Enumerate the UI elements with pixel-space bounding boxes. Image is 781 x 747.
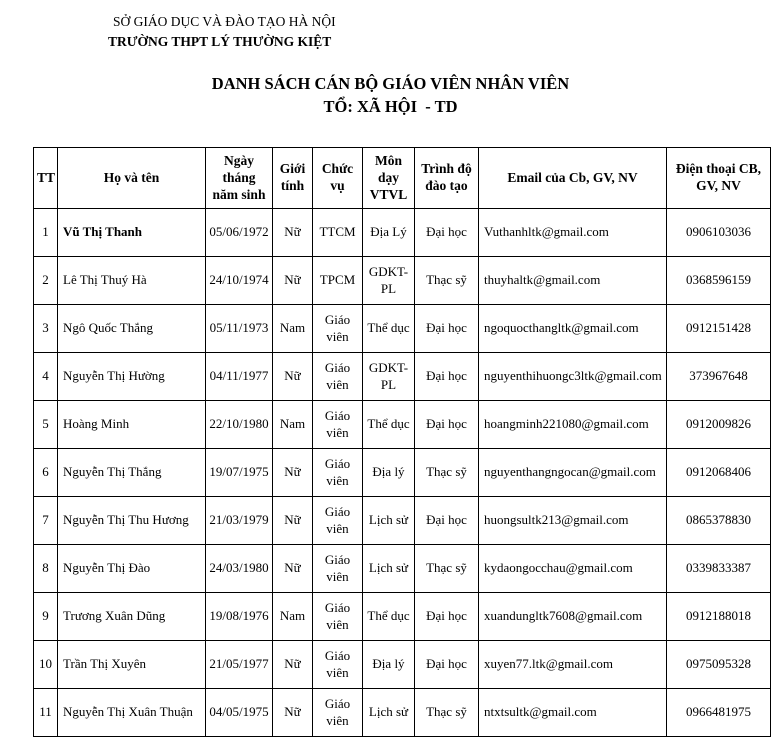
table-row <box>34 641 771 689</box>
table-row <box>34 689 771 737</box>
table-row <box>34 593 771 641</box>
cell-dob: 21/03/1979 <box>206 497 273 545</box>
cell-degree: Thạc sỹ <box>415 257 479 305</box>
cell-degree: Đại học <box>415 401 479 449</box>
table-row <box>34 449 771 497</box>
cell-position: TTCM <box>313 209 363 257</box>
cell-position: TPCM <box>313 257 363 305</box>
cell-gender: Nữ <box>273 353 313 401</box>
cell-subject: Thể dục <box>363 593 415 641</box>
cell-degree: Thạc sỹ <box>415 545 479 593</box>
cell-subject: Thể dục <box>363 401 415 449</box>
cell-gender: Nam <box>273 593 313 641</box>
cell-dob: 04/11/1977 <box>206 353 273 401</box>
cell-subject: GDKT-PL <box>363 257 415 305</box>
cell-email: ntxtsultk@gmail.com <box>479 689 667 737</box>
cell-email: hoangminh221080@gmail.com <box>479 401 667 449</box>
cell-degree: Thạc sỹ <box>415 689 479 737</box>
cell-gender: Nữ <box>273 545 313 593</box>
cell-name: Trương Xuân Dũng <box>58 593 206 641</box>
cell-name: Lê Thị Thuý Hà <box>58 257 206 305</box>
column-header-subject: Môn dạy VTVL <box>363 148 415 209</box>
cell-tt: 10 <box>34 641 58 689</box>
cell-phone: 373967648 <box>667 353 771 401</box>
cell-tt: 5 <box>34 401 58 449</box>
cell-degree: Thạc sỹ <box>415 449 479 497</box>
cell-email: nguyenthangngocan@gmail.com <box>479 449 667 497</box>
cell-phone: 0339833387 <box>667 545 771 593</box>
cell-tt: 8 <box>34 545 58 593</box>
cell-email: huongsultk213@gmail.com <box>479 497 667 545</box>
cell-name: Nguyễn Thị Thắng <box>58 449 206 497</box>
cell-tt: 2 <box>34 257 58 305</box>
column-header-position: Chức vụ <box>313 148 363 209</box>
cell-email: ngoquocthangltk@gmail.com <box>479 305 667 353</box>
cell-degree: Đại học <box>415 497 479 545</box>
cell-name: Hoàng Minh <box>58 401 206 449</box>
cell-dob: 24/03/1980 <box>206 545 273 593</box>
cell-phone: 0966481975 <box>667 689 771 737</box>
cell-name: Nguyễn Thị Đào <box>58 545 206 593</box>
cell-name: Nguyễn Thị Thu Hương <box>58 497 206 545</box>
cell-dob: 19/08/1976 <box>206 593 273 641</box>
cell-gender: Nữ <box>273 497 313 545</box>
column-header-name: Họ và tên <box>58 148 206 209</box>
cell-degree: Đại học <box>415 209 479 257</box>
cell-subject: Địa lý <box>363 449 415 497</box>
cell-position: Giáo viên <box>313 305 363 353</box>
staff-table <box>33 147 771 737</box>
cell-subject: Lịch sử <box>363 497 415 545</box>
document-subtitle: TỔ: XÃ HỘI - TD <box>323 97 458 117</box>
cell-degree: Đại học <box>415 593 479 641</box>
column-header-email: Email của Cb, GV, NV <box>479 148 667 209</box>
cell-phone: 0912009826 <box>667 401 771 449</box>
cell-name: Nguyễn Thị Hường <box>58 353 206 401</box>
cell-name: Vũ Thị Thanh <box>58 209 206 257</box>
cell-phone: 0368596159 <box>667 257 771 305</box>
cell-degree: Đại học <box>415 353 479 401</box>
table-row <box>34 545 771 593</box>
table-row <box>34 257 771 305</box>
cell-degree: Đại học <box>415 305 479 353</box>
cell-name: Ngô Quốc Thắng <box>58 305 206 353</box>
cell-dob: 19/07/1975 <box>206 449 273 497</box>
document-title: DANH SÁCH CÁN BỘ GIÁO VIÊN NHÂN VIÊN <box>211 74 570 94</box>
cell-phone: 0912188018 <box>667 593 771 641</box>
cell-gender: Nữ <box>273 257 313 305</box>
cell-gender: Nam <box>273 305 313 353</box>
cell-subject: Địa lý <box>363 641 415 689</box>
cell-position: Giáo viên <box>313 497 363 545</box>
cell-dob: 24/10/1974 <box>206 257 273 305</box>
cell-gender: Nữ <box>273 641 313 689</box>
cell-subject: Thể dục <box>363 305 415 353</box>
cell-position: Giáo viên <box>313 353 363 401</box>
column-header-degree: Trình độ đào tạo <box>415 148 479 209</box>
cell-email: thuyhaltk@gmail.com <box>479 257 667 305</box>
cell-phone: 0912151428 <box>667 305 771 353</box>
header-row <box>34 148 771 209</box>
cell-position: Giáo viên <box>313 545 363 593</box>
cell-position: Giáo viên <box>313 641 363 689</box>
table-row <box>34 305 771 353</box>
cell-tt: 9 <box>34 593 58 641</box>
cell-dob: 05/06/1972 <box>206 209 273 257</box>
cell-email: nguyenthihuongc3ltk@gmail.com <box>479 353 667 401</box>
cell-email: kydaongocchau@gmail.com <box>479 545 667 593</box>
cell-subject: Lịch sử <box>363 545 415 593</box>
table-row <box>34 401 771 449</box>
column-header-phone: Điện thoại CB, GV, NV <box>667 148 771 209</box>
cell-gender: Nữ <box>273 689 313 737</box>
cell-position: Giáo viên <box>313 449 363 497</box>
cell-position: Giáo viên <box>313 401 363 449</box>
cell-position: Giáo viên <box>313 593 363 641</box>
cell-subject: Địa Lý <box>363 209 415 257</box>
cell-gender: Nữ <box>273 449 313 497</box>
cell-email: xuyen77.ltk@gmail.com <box>479 641 667 689</box>
cell-name: Trần Thị Xuyên <box>58 641 206 689</box>
department-name: SỞ GIÁO DỤC VÀ ĐÀO TẠO HÀ NỘI <box>113 14 336 29</box>
cell-email: xuandungltk7608@gmail.com <box>479 593 667 641</box>
cell-phone: 0865378830 <box>667 497 771 545</box>
school-name: TRƯỜNG THPT LÝ THƯỜNG KIỆT <box>108 33 332 49</box>
letterhead <box>108 12 781 51</box>
document-title-block <box>0 72 781 118</box>
cell-tt: 6 <box>34 449 58 497</box>
cell-subject: GDKT-PL <box>363 353 415 401</box>
cell-phone: 0975095328 <box>667 641 771 689</box>
cell-subject: Lịch sử <box>363 689 415 737</box>
column-header-tt: TT <box>34 148 58 209</box>
cell-tt: 11 <box>34 689 58 737</box>
table-body <box>34 209 771 737</box>
cell-phone: 0906103036 <box>667 209 771 257</box>
table-row <box>34 353 771 401</box>
cell-dob: 21/05/1977 <box>206 641 273 689</box>
cell-dob: 22/10/1980 <box>206 401 273 449</box>
cell-phone: 0912068406 <box>667 449 771 497</box>
cell-degree: Đại học <box>415 641 479 689</box>
cell-tt: 4 <box>34 353 58 401</box>
cell-name: Nguyễn Thị Xuân Thuận <box>58 689 206 737</box>
cell-email: Vuthanhltk@gmail.com <box>479 209 667 257</box>
cell-gender: Nam <box>273 401 313 449</box>
column-header-dob: Ngày tháng năm sinh <box>206 148 273 209</box>
column-header-gender: Giới tính <box>273 148 313 209</box>
cell-tt: 7 <box>34 497 58 545</box>
cell-dob: 05/11/1973 <box>206 305 273 353</box>
cell-tt: 3 <box>34 305 58 353</box>
table-header <box>34 148 771 209</box>
cell-dob: 04/05/1975 <box>206 689 273 737</box>
cell-position: Giáo viên <box>313 689 363 737</box>
cell-gender: Nữ <box>273 209 313 257</box>
table-row <box>34 209 771 257</box>
cell-tt: 1 <box>34 209 58 257</box>
table-row <box>34 497 771 545</box>
